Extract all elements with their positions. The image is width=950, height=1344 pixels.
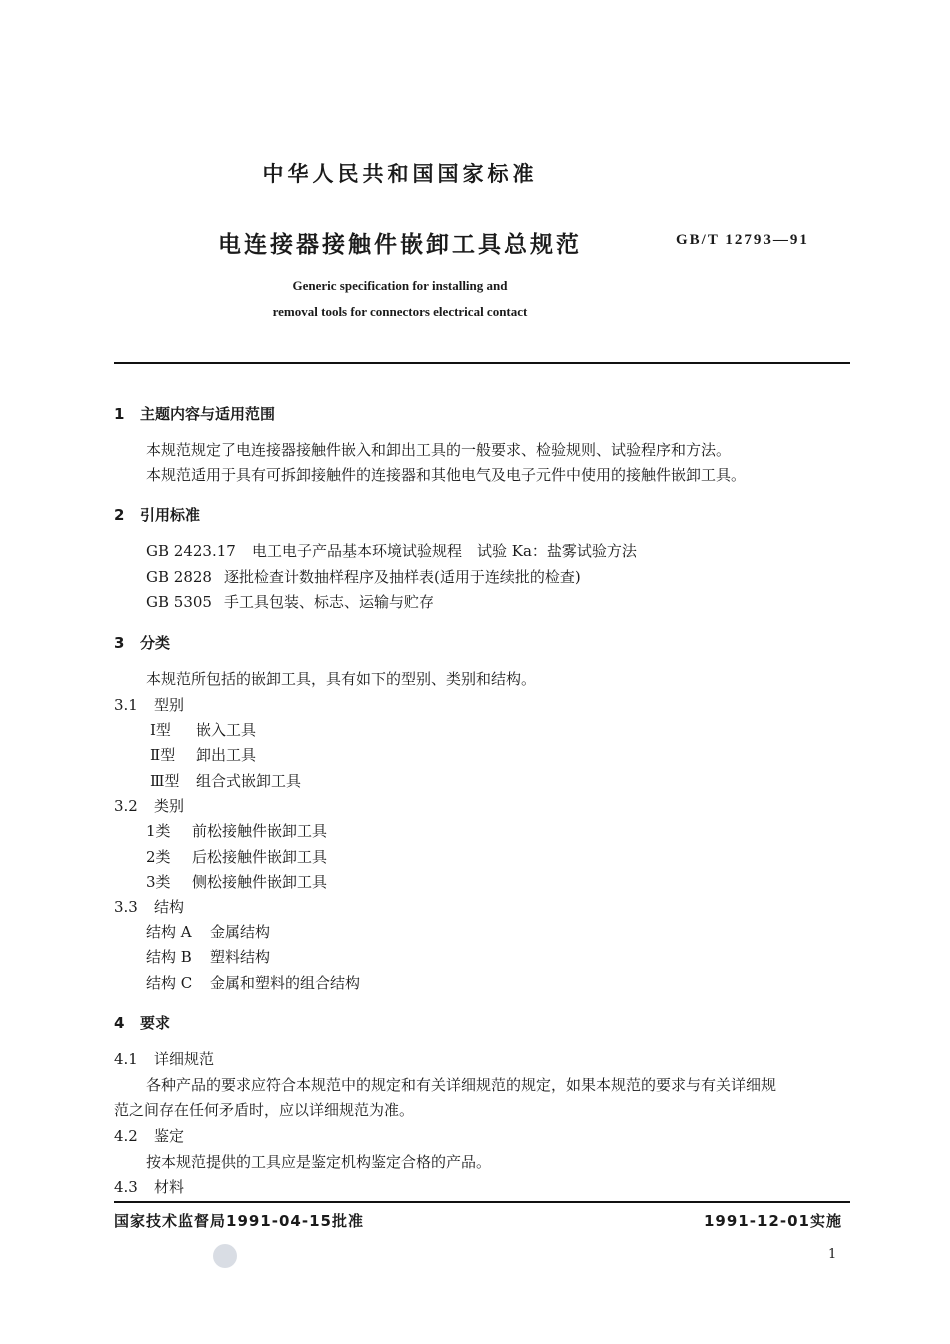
reference-code: GB 2423.17 <box>146 542 236 560</box>
subsection-title: 类别 <box>154 797 185 815</box>
type-code: Ⅱ型 <box>150 746 176 764</box>
category-code: 3类 <box>146 873 171 891</box>
subsection-number: 3.1 <box>114 696 138 714</box>
reference-code: GB 2828 <box>146 568 212 586</box>
structure-code: 结构 A <box>146 923 192 941</box>
subsection-title: 鉴定 <box>154 1127 185 1145</box>
structure-text: 金属和塑料的组合结构 <box>210 974 361 992</box>
footer-rule <box>114 1201 850 1203</box>
section-3-intro: 本规范所包括的嵌卸工具，具有如下的型别、类别和结构。 <box>146 670 537 688</box>
section-number: 2 <box>114 506 125 524</box>
page-number: 1 <box>828 1247 837 1262</box>
section-title: 要求 <box>140 1014 171 1032</box>
type-code: Ⅰ型 <box>150 721 171 739</box>
section-4-heading <box>114 1012 170 1033</box>
document-title: 电连接器接触件嵌卸工具总规范 <box>218 232 582 258</box>
header-rule <box>114 362 850 364</box>
reference-item <box>146 566 581 587</box>
subsection-number: 4.2 <box>114 1127 138 1145</box>
section-number: 1 <box>114 405 125 423</box>
category-text: 前松接触件嵌卸工具 <box>192 822 328 840</box>
approval-line: 国家技术监督局1991-04-15批准 <box>114 1212 364 1230</box>
category-item <box>146 871 327 892</box>
implementation-line: 1991-12-01实施 <box>704 1212 842 1230</box>
type-text: 组合式嵌卸工具 <box>196 772 302 790</box>
english-title-line1: Generic specification for installing and <box>292 278 508 293</box>
type-item <box>150 770 301 791</box>
subsection-title: 材料 <box>154 1178 185 1196</box>
publisher-stamp-mark <box>213 1244 237 1268</box>
reference-item <box>146 540 637 561</box>
structure-code: 结构 B <box>146 948 192 966</box>
type-code: Ⅲ型 <box>150 772 180 790</box>
section-number: 4 <box>114 1014 125 1032</box>
category-text: 后松接触件嵌卸工具 <box>192 848 328 866</box>
section-title: 主题内容与适用范围 <box>140 405 276 423</box>
type-text: 嵌入工具 <box>196 721 257 739</box>
subsection-number: 4.3 <box>114 1178 138 1196</box>
section-title: 分类 <box>140 634 171 652</box>
subsection-3-3-heading <box>114 896 184 917</box>
category-text: 侧松接触件嵌卸工具 <box>192 873 328 891</box>
category-item <box>146 846 327 867</box>
subsection-title: 型别 <box>154 696 185 714</box>
section-1-paragraph-1: 本规范规定了电连接器接触件嵌入和卸出工具的一般要求、检验规则、试验程序和方法。 <box>146 441 732 459</box>
category-code: 1类 <box>146 822 171 840</box>
subsection-number: 3.2 <box>114 797 138 815</box>
standard-title: 中华人民共和国国家标准 <box>262 162 538 186</box>
subsection-4-1-line-1: 各种产品的要求应符合本规范中的规定和有关详细规范的规定，如果本规范的要求与有关详细规 <box>146 1076 777 1094</box>
subsection-title: 详细规范 <box>154 1050 215 1068</box>
structure-code: 结构 C <box>146 974 193 992</box>
english-title-line2: removal tools for connectors electrical contact <box>272 304 528 319</box>
section-3-heading <box>114 632 170 653</box>
subsection-4-1-heading <box>114 1048 214 1069</box>
section-number: 3 <box>114 634 125 652</box>
subsection-number: 3.3 <box>114 898 138 916</box>
reference-item <box>146 591 434 612</box>
reference-code: GB 5305 <box>146 593 212 611</box>
reference-text: 电工电子产品基本环境试验规程 试验 Ka：盐雾试验方法 <box>252 542 637 560</box>
standard-number: GB/T 12793—91 <box>676 232 809 248</box>
structure-item <box>146 921 270 942</box>
subsection-3-1-heading <box>114 694 184 715</box>
subsection-4-2-line-1: 按本规范提供的工具应是鉴定机构鉴定合格的产品。 <box>146 1153 492 1171</box>
subsection-number: 4.1 <box>114 1050 138 1068</box>
subsection-title: 结构 <box>154 898 185 916</box>
type-item <box>150 719 256 740</box>
reference-text: 手工具包装、标志、运输与贮存 <box>224 593 435 611</box>
type-item <box>150 744 256 765</box>
reference-text: 逐批检查计数抽样程序及抽样表(适用于连续批的检查) <box>224 568 581 586</box>
subsection-3-2-heading <box>114 795 184 816</box>
subsection-4-2-heading <box>114 1125 184 1146</box>
section-1-heading <box>114 403 275 424</box>
subsection-4-3-heading <box>114 1176 184 1197</box>
category-item <box>146 820 327 841</box>
section-1-paragraph-2: 本规范适用于具有可拆卸接触件的连接器和其他电气及电子元件中使用的接触件嵌卸工具。 <box>146 466 747 484</box>
structure-item <box>146 946 270 967</box>
structure-text: 金属结构 <box>210 923 271 941</box>
type-text: 卸出工具 <box>196 746 257 764</box>
category-code: 2类 <box>146 848 171 866</box>
structure-item <box>146 972 360 993</box>
section-2-heading <box>114 504 200 525</box>
structure-text: 塑料结构 <box>210 948 271 966</box>
section-title: 引用标准 <box>140 506 201 524</box>
subsection-4-1-line-2: 范之间存在任何矛盾时，应以详细规范为准。 <box>114 1101 415 1119</box>
